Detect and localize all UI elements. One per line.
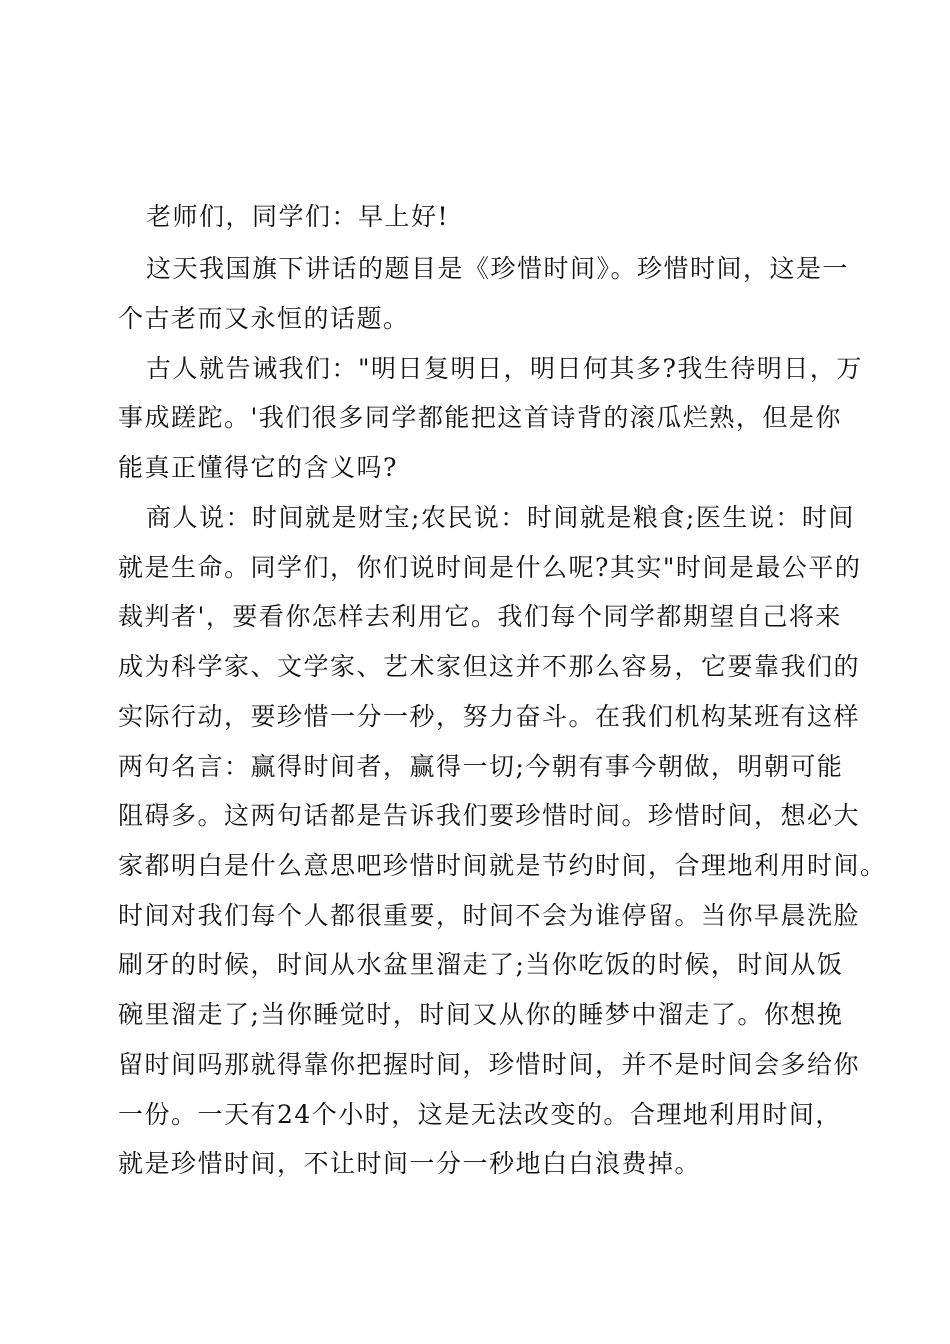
paragraph-2-line-1: 古人就告诫我们："明日复明日，明日何其多?我生待明日，万	[146, 354, 863, 383]
paragraph-3-line-1: 商人说：时间就是财宝;农民说：时间就是粮食;医生说：时间	[146, 503, 855, 532]
paragraph-3-line-5: 实际行动，要珍惜一分一秒，努力奋斗。在我们机构某班有这样	[118, 702, 861, 731]
greeting-line: 老师们，同学们：早上好!	[146, 202, 450, 231]
paragraph-3-line-12: 留时间吗那就得靠你把握时间，珍惜时间，并不是时间会多给你	[118, 1050, 861, 1079]
paragraph-2-line-3: 能真正懂得它的含义吗?	[118, 453, 398, 482]
paragraph-3-line-9: 时间对我们每个人都很重要，时间不会为谁停留。当你早晨洗脸	[118, 901, 861, 930]
paragraph-3-line-7: 阻碍多。这两句话都是告诉我们要珍惜时间。珍惜时间，想必大	[118, 801, 861, 830]
paragraph-3-line-2: 就是生命。同学们，你们说时间是什么呢?其实"时间是最公平的	[118, 553, 862, 582]
paragraph-1-line-1: 这天我国旗下讲话的题目是《珍惜时间》。珍惜时间，这是一	[146, 254, 850, 283]
paragraph-3-line-4: 成为科学家、文学家、艺术家但这并不那么容易，它要靠我们的	[118, 652, 861, 681]
paragraph-3-line-10: 刷牙的时候，时间从水盆里溜走了;当你吃饭的时候，时间从饭	[118, 950, 844, 979]
paragraph-3-line-3: 裁判者'，要看你怎样去利用它。我们每个同学都期望自己将来	[118, 602, 842, 631]
paragraph-1-line-2: 个古老而又永恒的话题。	[118, 304, 410, 333]
paragraph-3-line-8: 家都明白是什么意思吧珍惜时间就是节约时间，合理地利用时间。	[118, 851, 887, 880]
paragraph-2-line-2: 事成蹉跎。'我们很多同学都能把这首诗背的滚瓜烂熟，但是你	[118, 403, 842, 432]
paragraph-3-line-14: 就是珍惜时间，不让时间一分一秒地白白浪费掉。	[118, 1149, 702, 1178]
paragraph-3-line-11: 碗里溜走了;当你睡觉时，时间又从你的睡梦中溜走了。你想挽	[118, 1000, 844, 1029]
paragraph-3-line-6: 两句名言：赢得时间者，赢得一切;今朝有事今朝做，明朝可能	[118, 752, 844, 781]
paragraph-3-line-13: 一份。一天有24个小时，这是无法改变的。合理地利用时间，	[118, 1100, 842, 1129]
